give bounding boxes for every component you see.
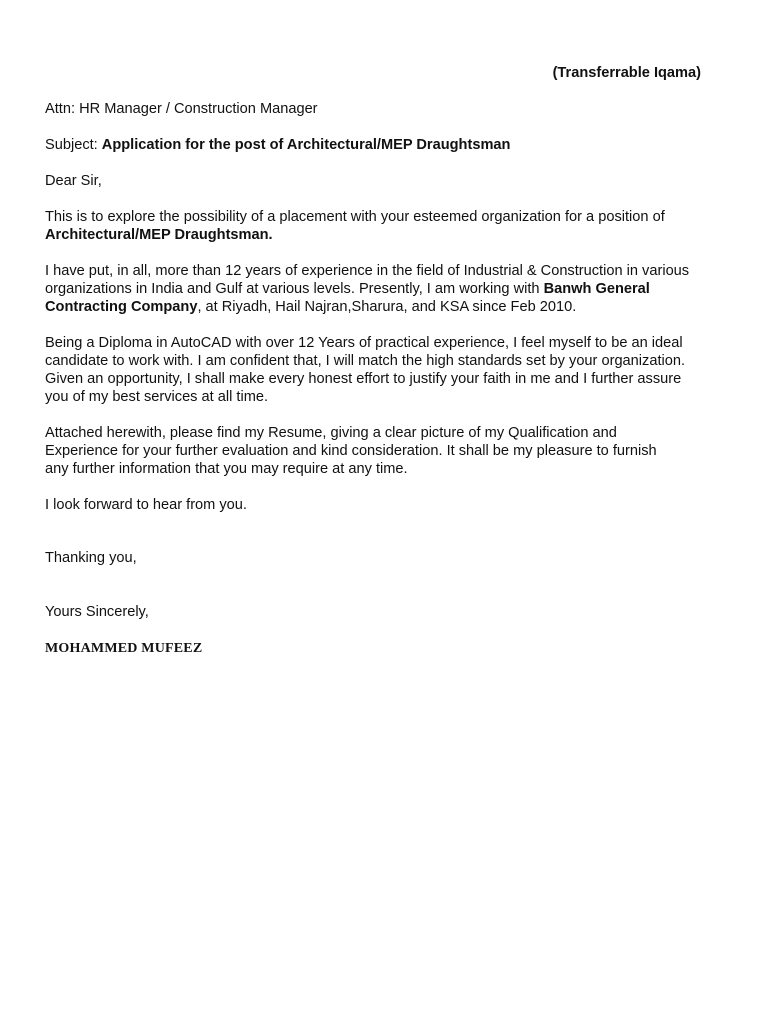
subject-text: Application for the post of Architectural/MEP Draughtsman — [101, 137, 511, 153]
company-name-part2: Contracting Company — [45, 299, 198, 315]
subject-line — [45, 136, 745, 154]
paragraph-attachment — [45, 424, 745, 478]
paragraph-line: any further information that you may require at any time. — [45, 461, 408, 477]
company-name-part1: Banwh General — [543, 281, 650, 297]
paragraph-line: I have put, in all, more than 12 years of experience in the field of Industrial & Construction in various — [45, 263, 690, 279]
paragraph-line: Given an opportunity, I shall make every honest effort to justify your faith in me and I further assure — [45, 371, 682, 387]
salutation: Dear Sir, — [45, 173, 102, 189]
paragraph-line — [45, 298, 745, 316]
paragraph-intro — [45, 208, 745, 244]
paragraph-experience — [45, 262, 745, 316]
paragraph-line-bold: Architectural/MEP Draughtsman. — [45, 227, 273, 243]
paragraph-line: Attached herewith, please find my Resume, giving a clear picture of my Qualification and — [45, 425, 617, 441]
attention-line: Attn: HR Manager / Construction Manager — [45, 101, 318, 117]
paragraph-closing: I look forward to hear from you. — [45, 497, 247, 513]
paragraph-line — [45, 280, 745, 298]
paragraph-line: Experience for your further evaluation and kind consideration. It shall be my pleasure to furnish — [45, 443, 657, 459]
paragraph-line: you of my best services at all time. — [45, 389, 269, 405]
thanking-line: Thanking you, — [45, 550, 137, 566]
transferrable-iqama-note: (Transferrable Iqama) — [552, 65, 701, 81]
subject-label: Subject: — [45, 137, 102, 153]
paragraph-qualification — [45, 334, 745, 406]
paragraph-line: candidate to work with. I am confident that, I will match the high standards set by your organization. — [45, 353, 686, 369]
paragraph-text: organizations in India and Gulf at various levels. Presently, I am working with — [45, 281, 544, 297]
paragraph-text: , at Riyadh, Hail Najran,Sharura, and KSA since Feb 2010. — [197, 299, 577, 315]
paragraph-line: Being a Diploma in AutoCAD with over 12 Years of practical experience, I feel myself to be an ideal — [45, 335, 683, 351]
closing-line: Yours Sincerely, — [45, 604, 149, 620]
paragraph-line: This is to explore the possibility of a placement with your esteemed organization for a position of — [45, 209, 665, 225]
signature-name: MOHAMMED MUFEEZ — [45, 641, 203, 656]
